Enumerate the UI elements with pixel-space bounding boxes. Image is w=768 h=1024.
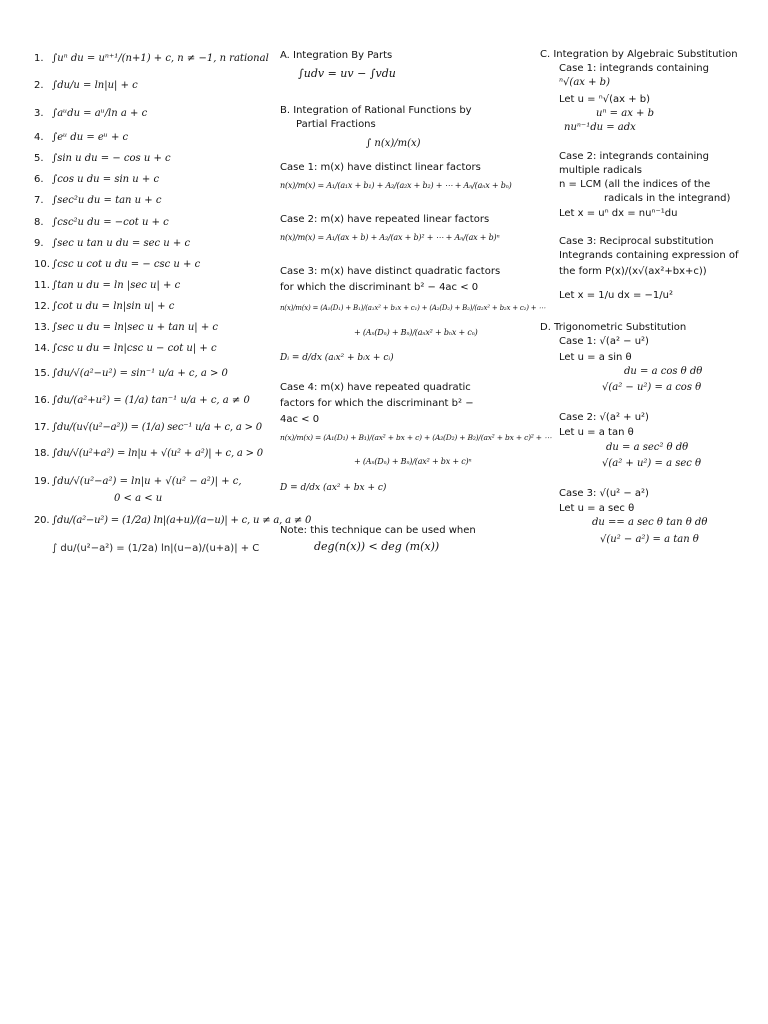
c-case3-let: Let x = 1/u dx = −1/u² <box>559 290 674 301</box>
c-case3-line2: Integrands containing expression of <box>559 250 739 261</box>
d-case2-du: du = a sec² θ dθ <box>606 442 689 453</box>
c-case2-lcm: n = LCM (all the indices of the <box>559 179 711 190</box>
formula-12: 12. ∫cot u du = ln|sin u| + c <box>34 301 175 312</box>
c-case3-form: the form P(x)/(x√(ax²+bx+c)) <box>559 266 707 277</box>
section-b-title-2: Partial Fractions <box>296 119 376 130</box>
note-text: Note: this technique can be used when <box>280 525 476 536</box>
note-condition: deg(n(x)) < deg (m(x)) <box>314 540 440 553</box>
case4-title-2: factors for which the discriminant b² − <box>280 398 474 409</box>
formula-19: 19. ∫du/√(u²−a²) = ln|u + √(u² − a²)| + c, <box>34 476 242 487</box>
formula-16: 16. ∫du/(a²+u²) = (1/a) tan⁻¹ u/a + c, a ≠ 0 <box>34 395 250 406</box>
formula-17: 17. ∫du/(u√(u²−a²)) = (1/a) sec⁻¹ u/a + c, a > 0 <box>34 422 262 433</box>
case1-title: Case 1: m(x) have distinct linear factors <box>280 162 481 173</box>
case3-title-2: for which the discriminant b² − 4ac < 0 <box>280 282 479 293</box>
formula-18: 18. ∫du/√(u²+a²) = ln|u + √(u² + a²)| + c, a > 0 <box>34 448 263 459</box>
formula-1: 1. ∫uⁿ du = uⁿ⁺¹/(n+1) + c, n ≠ −1, n rational <box>34 53 269 64</box>
d-case1-result: √(a² − u²) = a cos θ <box>602 382 702 393</box>
formula-7: 7. ∫sec²u du = tan u + c <box>34 195 162 206</box>
case3-formula-2: + (Aₙ(Dₙ) + Bₙ)/(aₙx² + bₙx + cₙ) <box>354 328 478 337</box>
formula-6: 6. ∫cos u du = sin u + c <box>34 174 160 185</box>
d-case2-title: Case 2: √(a² + u²) <box>559 412 649 423</box>
c-case1-line1: Case 1: integrands containing <box>559 63 709 74</box>
d-case3-let: Let u = a sec θ <box>559 503 635 514</box>
d-case1-title: Case 1: √(a² − u²) <box>559 336 649 347</box>
c-case2-line2: multiple radicals <box>559 165 642 176</box>
case4-title-3: 4ac < 0 <box>280 414 320 425</box>
formula-14: 14. ∫csc u du = ln|csc u − cot u| + c <box>34 343 217 354</box>
c-case1-power: uⁿ = ax + b <box>596 108 654 119</box>
section-b-title-1: B. Integration of Rational Functions by <box>280 105 472 116</box>
section-a-title: A. Integration By Parts <box>280 50 393 61</box>
d-case2-result: √(a² + u²) = a sec θ <box>602 458 702 469</box>
formula-11: 11. ∫tan u du = ln |sec u| + c <box>34 280 181 291</box>
formula-15: 15. ∫du/√(a²−u²) = sin⁻¹ u/a + c, a > 0 <box>34 368 228 379</box>
case1-formula: n(x)/m(x) = A₁/(a₁x + b₁) + A₂/(a₂x + b₂) + ⋯ + Aₙ/(aₙx + bₙ) <box>280 181 512 190</box>
d-case3-title: Case 3: √(u² − a²) <box>559 488 649 499</box>
c-case2-let: Let x = uⁿ dx = nuⁿ⁻¹du <box>559 208 678 219</box>
formula-10: 10. ∫csc u cot u du = − csc u + c <box>34 259 201 270</box>
case2-formula: n(x)/m(x) = A₁/(ax + b) + A₂/(ax + b)² + ⋯ + Aₙ/(ax + b)ⁿ <box>280 233 500 242</box>
formula-2: 2. ∫du/u = ln|u| + c <box>34 80 138 91</box>
case4-formula-1: n(x)/m(x) = (A₁(D₁) + B₁)/(ax² + bx + c) + (A₂(D₂) + B₂)/(ax² + bx + c)² + ⋯ <box>280 433 552 442</box>
case2-title: Case 2: m(x) have repeated linear factors <box>280 214 490 225</box>
d-case1-let: Let u = a sin θ <box>559 352 632 363</box>
d-case2-let: Let u = a tan θ <box>559 427 634 438</box>
formula-5: 5. ∫sin u du = − cos u + c <box>34 153 171 164</box>
case4-title-1: Case 4: m(x) have repeated quadratic <box>280 382 471 393</box>
d-case3-du: du == a sec θ tan θ dθ <box>592 517 708 528</box>
formula-8: 8. ∫csc²u du = −cot u + c <box>34 217 169 228</box>
section-d-title: D. Trigonometric Substitution <box>540 322 687 333</box>
c-case2-lcm-note: radicals in the integrand) <box>604 193 731 204</box>
section-c-title: C. Integration by Algebraic Substitution <box>540 49 738 60</box>
c-case3-title: Case 3: Reciprocal substitution <box>559 236 714 247</box>
d-case1-du: du = a cos θ dθ <box>624 366 703 377</box>
formula-20: 20. ∫du/(a²−u²) = (1/2a) ln|(a+u)/(a−u)| + c, u ≠ a, a ≠ 0 <box>34 515 312 526</box>
handwritten-formula: ∫ du/(u²−a²) = (1/2a) ln|(u−a)/(u+a)| + C <box>52 543 260 554</box>
partial-fraction-integral: ∫ n(x)/m(x) <box>366 138 421 149</box>
formula-9: 9. ∫sec u tan u du = sec u + c <box>34 238 191 249</box>
case4-formula-2: + (Aₙ(Dₙ) + Bₙ)/(ax² + bx + c)ⁿ <box>354 457 472 466</box>
formula-4: 4. ∫eᵘ du = eᵘ + c <box>34 132 129 143</box>
formula-13: 13. ∫sec u du = ln|sec u + tan u| + c <box>34 322 218 333</box>
formula-19-condition: 0 < a < u <box>114 493 163 504</box>
c-case1-let: Let u = ⁿ√(ax + b) <box>559 94 651 105</box>
d-case3-result: √(u² − a²) = a tan θ <box>600 534 699 545</box>
c-case1-radical: ⁿ√(ax + b) <box>559 77 610 88</box>
case4-derivative: D = d/dx (ax² + bx + c) <box>280 483 387 493</box>
formula-3: 3. ∫aᵘdu = aᵘ/ln a + c <box>34 108 148 119</box>
c-case1-differential: nuⁿ⁻¹du = adx <box>564 122 636 133</box>
parts-formula: ∫udv = uv − ∫vdu <box>298 67 396 80</box>
case3-formula-1: n(x)/m(x) = (A₁(D₁) + B₁)/(a₁x² + b₁x + c₁) + (A₂(D₂) + B₂)/(a₂x² + b₂x + c₂) + ⋯ <box>280 304 546 312</box>
case3-derivative: Dᵢ = d/dx (aᵢx² + bᵢx + cᵢ) <box>280 353 394 363</box>
c-case2-line1: Case 2: integrands containing <box>559 151 709 162</box>
case3-title-1: Case 3: m(x) have distinct quadratic factors <box>280 266 501 277</box>
